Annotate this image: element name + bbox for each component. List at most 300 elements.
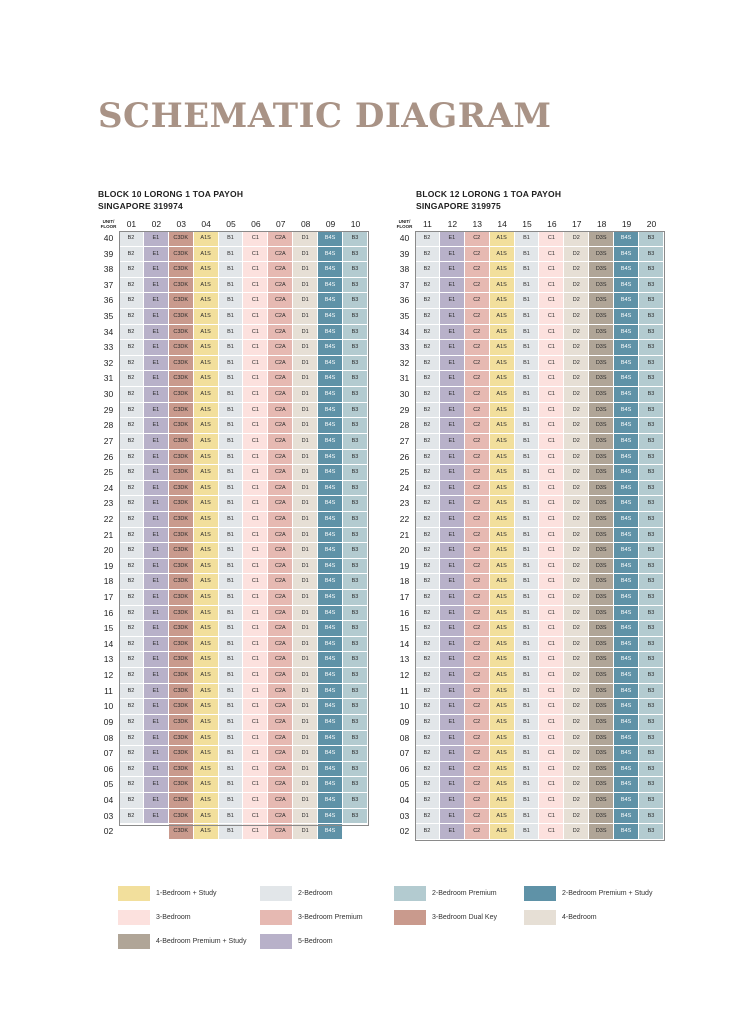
unit-cell: B4S [614,465,639,481]
unit-cell: B1 [219,684,244,700]
unit-cell: D2 [564,668,589,684]
unit-cell: C3DK [169,621,194,637]
unit-cell: C3DK [169,371,194,387]
unit-cell: B2 [119,606,144,622]
legend-item [394,886,497,901]
floor-label: 36 [399,295,410,306]
unit-cell: B3 [343,293,368,309]
unit-cell: C3DK [169,325,194,341]
unit-cell: D2 [564,293,589,309]
unit-cell: A1S [490,684,515,700]
floor-label: 12 [399,670,410,681]
unit-cell: D1 [293,293,318,309]
floor-row [394,574,664,590]
unit-cell: B3 [343,496,368,512]
unit-cell: C1 [539,637,564,653]
unit-cell: C3DK [169,309,194,325]
unit-cell: D1 [293,403,318,419]
floor-row [394,668,664,684]
unit-cell: B2 [119,293,144,309]
unit-cell: B1 [219,247,244,263]
unit-cell: B3 [639,777,664,793]
unit-cell: B3 [639,262,664,278]
unit-cell: B1 [219,481,244,497]
unit-cell: B4S [614,293,639,309]
unit-cell: D1 [293,278,318,294]
unit-cell: C2A [268,731,293,747]
unit-cell: D3S [589,824,614,840]
unit-cell: B4S [318,262,343,278]
unit-cell: B1 [515,652,540,668]
unit-cell: B3 [639,715,664,731]
unit-cell: B2 [415,731,440,747]
unit-cell: B4S [318,637,343,653]
unit-cell: C1 [243,699,268,715]
unit-cell: B3 [639,684,664,700]
unit-cell: C1 [243,684,268,700]
unit-cell: E1 [440,637,465,653]
unit-cell: C1 [243,528,268,544]
unit-cell: D1 [293,574,318,590]
floor-row [98,325,368,341]
unit-number-header: 16 [547,219,557,229]
floor-row [394,824,664,840]
unit-number-header: 02 [151,219,162,229]
unit-cell: B3 [639,590,664,606]
unit-cell: D3S [589,606,614,622]
unit-cell: C1 [243,496,268,512]
unit-cell: B3 [343,371,368,387]
unit-cell: E1 [440,371,465,387]
unit-cell: D1 [293,340,318,356]
unit-number-header: 03 [176,219,186,229]
unit-cell: C1 [539,777,564,793]
unit-cell: E1 [144,496,169,512]
unit-cell: B4S [614,309,639,325]
floor-label: 37 [103,279,114,290]
unit-cell: B4S [318,278,343,294]
unit-cell: B2 [119,356,144,372]
unit-cell: B2 [119,387,144,403]
floor-row [98,559,368,575]
unit-cell: E1 [440,325,465,341]
unit-cell: A1S [490,403,515,419]
legend-swatch [260,934,292,949]
unit-cell: D3S [589,715,614,731]
unit-cell: D2 [564,496,589,512]
unit-cell: C2 [465,621,490,637]
floor-row [394,699,664,715]
unit-cell: A1S [490,450,515,466]
unit-cell: B1 [219,746,244,762]
unit-cell: C2A [268,278,293,294]
unit-cell: B4S [318,668,343,684]
unit-cell: C2A [268,668,293,684]
unit-cell: A1S [490,715,515,731]
legend-label: 2-Bedroom Premium + Study [562,890,653,897]
floor-row [98,356,368,372]
unit-cell: D3S [589,590,614,606]
unit-cell: C1 [539,293,564,309]
unit-cell: D1 [293,637,318,653]
unit-cell: C2 [465,715,490,731]
unit-cell: C2A [268,699,293,715]
unit-cell: B2 [119,621,144,637]
unit-cell: E1 [144,715,169,731]
unit-cell: C1 [539,418,564,434]
unit-cell: B3 [343,559,368,575]
unit-cell: B4S [614,621,639,637]
unit-cell: C1 [539,762,564,778]
unit-floor-header-line2: FLOOR [100,224,117,229]
floor-label: 33 [399,342,410,353]
unit-cell: C1 [243,559,268,575]
floor-label: 07 [103,748,114,759]
unit-cell: C3DK [169,465,194,481]
unit-cell: A1S [194,715,219,731]
unit-cell: D2 [564,278,589,294]
unit-cell: D1 [293,512,318,528]
unit-cell: C2 [465,434,490,450]
unit-cell: B2 [119,278,144,294]
unit-cell: B1 [219,606,244,622]
unit-cell: B3 [639,403,664,419]
unit-cell: B3 [639,793,664,809]
unit-cell: C3DK [169,403,194,419]
unit-cell: E1 [440,528,465,544]
unit-cell: C2 [465,247,490,263]
unit-cell: B3 [639,434,664,450]
floor-label: 10 [103,701,114,712]
floor-row [98,309,368,325]
unit-cell: B3 [343,762,368,778]
unit-cell: D1 [293,325,318,341]
floor-row [98,543,368,559]
unit-cell: C1 [243,715,268,731]
unit-cell: C2 [465,387,490,403]
unit-cell: C2 [465,418,490,434]
unit-cell: C1 [539,824,564,840]
unit-cell: E1 [144,387,169,403]
floor-label: 02 [399,826,410,837]
floor-row [394,309,664,325]
unit-cell: B4S [614,371,639,387]
unit-cell: C2 [465,668,490,684]
unit-cell: E1 [440,231,465,247]
unit-cell: B2 [119,528,144,544]
unit-number-header: 12 [447,219,458,229]
unit-cell: D1 [293,262,318,278]
unit-cell: E1 [440,418,465,434]
unit-cell: D1 [293,777,318,793]
unit-cell: B2 [415,356,440,372]
unit-cell: B1 [515,309,540,325]
unit-cell: E1 [144,559,169,575]
unit-cell: B2 [119,809,144,825]
floor-row [394,325,664,341]
unit-number-header: 17 [572,219,582,229]
unit-cell: B3 [343,652,368,668]
unit-cell: C2 [465,637,490,653]
floor-label: 22 [399,513,410,524]
floor-row [98,590,368,606]
unit-cell: B1 [219,668,244,684]
floor-label: 21 [103,529,114,540]
unit-cell: C3DK [169,247,194,263]
unit-cell: B1 [219,824,244,840]
unit-cell: B2 [415,699,440,715]
floor-label: 17 [399,592,410,603]
unit-cell: E1 [440,731,465,747]
unit-cell: B1 [515,528,540,544]
unit-cell: D2 [564,824,589,840]
unit-cell: B4S [318,559,343,575]
unit-cell: B2 [415,247,440,263]
unit-cell: C3DK [169,668,194,684]
floor-row [394,387,664,403]
unit-cell: C2A [268,762,293,778]
floor-label: 13 [399,654,410,665]
unit-cell: B2 [415,777,440,793]
floor-row [98,684,368,700]
unit-cell: E1 [144,606,169,622]
unit-cell: D3S [589,668,614,684]
unit-cell: B3 [639,668,664,684]
unit-cell: D2 [564,231,589,247]
floor-label: 05 [103,779,114,790]
unit-number-header: 20 [646,219,657,229]
unit-cell: D2 [564,465,589,481]
floor-label: 34 [103,326,114,337]
unit-cell: A1S [490,699,515,715]
unit-cell: B4S [614,512,639,528]
unit-cell: C1 [539,684,564,700]
unit-cell: A1S [194,528,219,544]
unit-cell: B1 [219,387,244,403]
unit-cell: E1 [144,793,169,809]
unit-cell: B2 [119,777,144,793]
floor-row [394,559,664,575]
unit-cell: B2 [415,309,440,325]
unit-cell: C1 [243,309,268,325]
unit-cell: D1 [293,231,318,247]
unit-cell: D3S [589,434,614,450]
unit-cell: B1 [515,496,540,512]
unit-cell: D2 [564,512,589,528]
unit-grid [394,217,664,840]
unit-cell: C1 [243,247,268,263]
unit-cell: E1 [144,371,169,387]
unit-cell: B3 [639,652,664,668]
legend-label: 4-Bedroom Premium + Study [156,938,247,945]
unit-cell: A1S [194,684,219,700]
unit-cell: C2 [465,512,490,528]
floor-row [394,777,664,793]
unit-cell: C1 [243,793,268,809]
unit-cell: A1S [490,606,515,622]
unit-cell: A1S [194,668,219,684]
unit-cell: B1 [515,590,540,606]
floor-row [394,262,664,278]
unit-cell: A1S [490,793,515,809]
unit-cell: C2A [268,621,293,637]
unit-cell: B3 [343,699,368,715]
unit-cell: D3S [589,293,614,309]
unit-grid [98,217,368,840]
unit-cell: B3 [343,684,368,700]
unit-cell: B4S [318,543,343,559]
floor-row [98,418,368,434]
unit-cell: B3 [343,418,368,434]
unit-cell: B3 [343,715,368,731]
unit-cell: B4S [614,637,639,653]
unit-cell: C2 [465,731,490,747]
unit-cell: B4S [614,762,639,778]
unit-cell: B4S [614,496,639,512]
floor-row [394,793,664,809]
unit-cell: B4S [614,387,639,403]
unit-cell: B2 [119,668,144,684]
unit-cell: C2 [465,528,490,544]
unit-cell: C3DK [169,777,194,793]
unit-cell: B4S [318,512,343,528]
floor-row [394,637,664,653]
unit-cell: B1 [219,512,244,528]
floor-row [98,652,368,668]
floor-label: 20 [399,545,410,556]
floor-row [98,340,368,356]
unit-cell: E1 [144,247,169,263]
unit-cell: D1 [293,496,318,512]
unit-cell: D2 [564,606,589,622]
legend-swatch [118,910,150,925]
legend-label: 1-Bedroom + Study [156,890,217,897]
unit-cell: B3 [343,356,368,372]
unit-cell: D2 [564,403,589,419]
unit-cell: B2 [415,715,440,731]
unit-number-header: 06 [251,219,261,229]
unit-cell: C2 [465,762,490,778]
unit-number-header: 18 [596,219,607,229]
unit-cell: B3 [639,496,664,512]
unit-floor-header-line2: FLOOR [396,224,413,229]
legend-label: 5-Bedroom [298,938,333,945]
floor-label: 14 [399,638,410,649]
floor-label: 36 [103,295,114,306]
unit-cell: E1 [144,403,169,419]
unit-cell: A1S [194,746,219,762]
unit-cell: B2 [119,512,144,528]
unit-cell: B1 [219,793,244,809]
unit-cell: B1 [515,699,540,715]
legend-label: 4-Bedroom [562,914,597,921]
floor-label: 25 [103,467,114,478]
unit-cell: B3 [343,590,368,606]
unit-cell: A1S [194,809,219,825]
unit-number-header: 07 [276,219,286,229]
unit-cell: C1 [243,325,268,341]
unit-cell: D3S [589,559,614,575]
page-title: SCHEMATIC DIAGRAM [98,96,552,136]
unit-cell: C1 [243,606,268,622]
unit-cell: C2 [465,262,490,278]
legend-label: 2-Bedroom Premium [432,890,497,897]
legend-item [118,910,191,925]
unit-cell: B1 [515,512,540,528]
unit-cell: B2 [415,637,440,653]
unit-cell: B1 [515,621,540,637]
unit-cell: E1 [440,403,465,419]
floor-label: 11 [104,685,113,696]
unit-cell: D3S [589,512,614,528]
unit-cell: B3 [639,559,664,575]
unit-cell: B4S [614,278,639,294]
unit-cell: D2 [564,715,589,731]
unit-cell: E1 [440,590,465,606]
unit-cell: A1S [194,465,219,481]
unit-cell: B4S [318,247,343,263]
unit-cell: C1 [243,231,268,247]
unit-cell: D1 [293,746,318,762]
floor-label: 18 [103,576,114,587]
unit-cell: C3DK [169,481,194,497]
unit-cell: D1 [293,590,318,606]
unit-cell: C2 [465,293,490,309]
unit-cell: C2 [465,450,490,466]
unit-cell: C1 [539,403,564,419]
floor-label: 23 [399,498,410,509]
unit-cell: B3 [343,231,368,247]
unit-cell: B4S [318,652,343,668]
unit-cell: B2 [415,543,440,559]
unit-cell: B1 [515,371,540,387]
legend-swatch [524,910,556,925]
unit-cell: C1 [539,481,564,497]
floor-row [98,793,368,809]
unit-cell: A1S [194,824,219,840]
floor-row [394,715,664,731]
floor-row [394,809,664,825]
unit-cell: B3 [639,512,664,528]
unit-cell: B3 [639,293,664,309]
unit-cell: B3 [343,481,368,497]
unit-cell: B2 [415,652,440,668]
unit-cell: E1 [144,731,169,747]
unit-cell: E1 [144,231,169,247]
floor-row [394,606,664,622]
floor-row [394,481,664,497]
unit-cell: C3DK [169,824,194,840]
legend-swatch [394,886,426,901]
unit-cell: A1S [490,387,515,403]
unit-cell: C1 [243,371,268,387]
unit-cell: B1 [219,621,244,637]
unit-cell: B4S [318,762,343,778]
unit-cell: C2A [268,262,293,278]
unit-cell: D2 [564,340,589,356]
unit-cell: D2 [564,652,589,668]
unit-cell: E1 [440,247,465,263]
unit-cell: A1S [194,387,219,403]
unit-cell: C1 [539,621,564,637]
floor-label: 03 [103,810,114,821]
unit-cell: A1S [490,543,515,559]
unit-cell: C2 [465,278,490,294]
unit-cell: B1 [219,731,244,747]
unit-cell: B4S [318,340,343,356]
unit-cell: C1 [539,746,564,762]
unit-cell: B4S [614,403,639,419]
